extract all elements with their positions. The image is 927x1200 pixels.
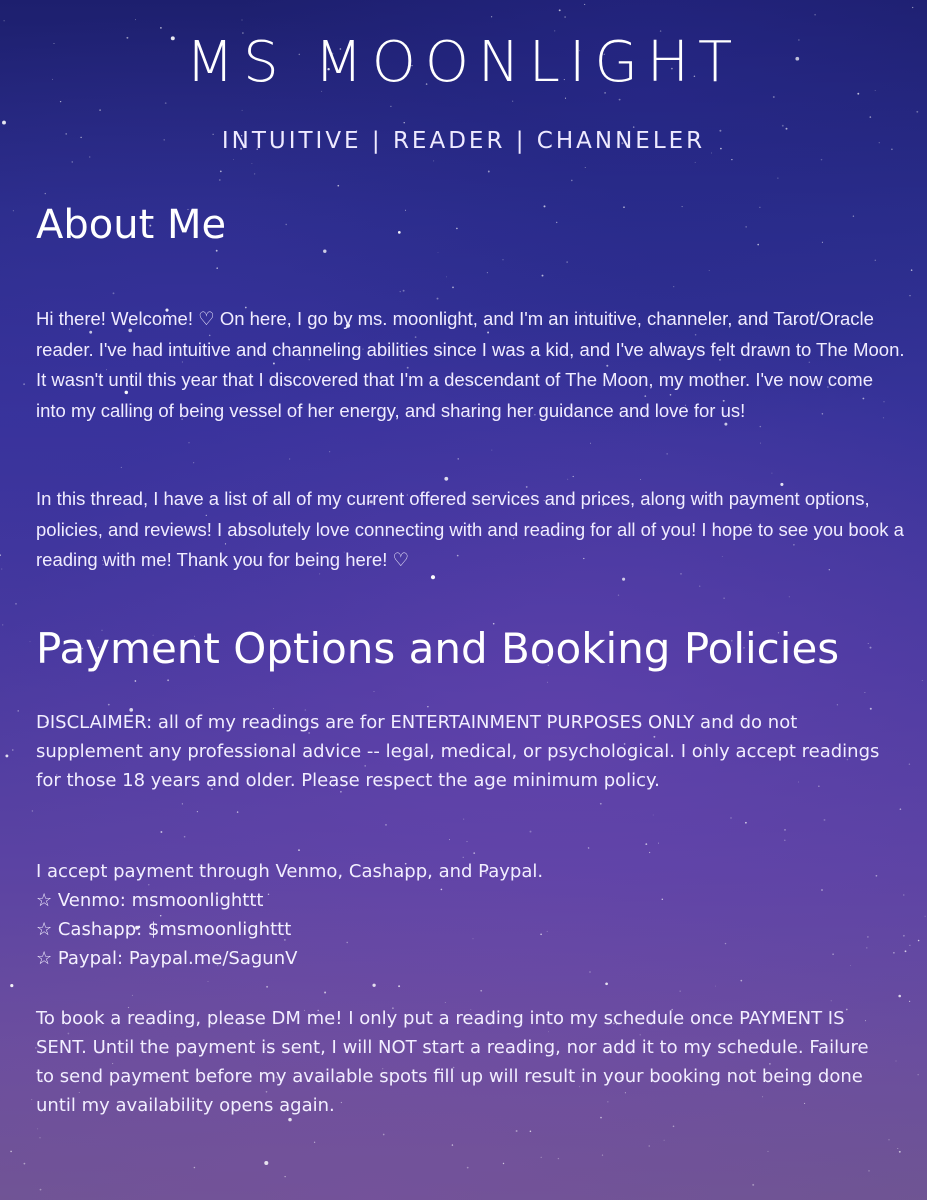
booking-policy-paragraph: To book a reading, please DM me! I only put a reading into my schedule once PAYMENT IS SENT. Until the payment is sent, I will NOT start a reading, nor add it to my schedule. Failure to send payment before my available spots fill up will result in your booking not being done until my availability opens again.	[36, 1008, 869, 1116]
payment-accept-intro: I accept payment through Venmo, Cashapp, and Paypal.	[36, 861, 544, 882]
about-paragraph-2: In this thread, I have a list of all of my current offered services and prices, along with payment options, policies, and reviews! I absolutely love connecting with and reading for all of you! I hope to see you book a reading with me! Thank you for being here! ♡	[36, 488, 904, 570]
disclaimer-paragraph: DISCLAIMER: all of my readings are for ENTERTAINMENT PURPOSES ONLY and do not supplement any professional advice -- legal, medical, or psychological. I only accept readings for those 18 years and older. Please respect the age minimum policy.	[36, 712, 880, 791]
payment-method-paypal: ☆ Paypal: Paypal.me/SagunV	[36, 948, 298, 969]
about-heading: About Me	[36, 202, 227, 248]
payment-method-venmo: ☆ Venmo: msmoonlighttt	[36, 890, 264, 911]
payment-method-cashapp: ☆ Cashapp: $msmoonlighttt	[36, 919, 292, 940]
about-paragraph-1: Hi there! Welcome! ♡ On here, I go by ms. moonlight, and I'm an intuitive, channeler, and Tarot/Oracle reader. I've had intuitive and channeling abilities since I was a kid, and I've always felt drawn to The Moon. It wasn't until this year that I discovered that I'm a descendant of The Moon, my mother. I've now come into my calling of being vessel of her energy, and sharing her guidance and love for us!	[36, 308, 905, 421]
tagline: INTUITIVE | READER | CHANNELER	[221, 128, 706, 154]
page-title: MS MOONLIGHT	[185, 30, 742, 95]
payment-methods-list	[36, 886, 736, 973]
payment-heading: Payment Options and Booking Policies	[36, 624, 840, 673]
